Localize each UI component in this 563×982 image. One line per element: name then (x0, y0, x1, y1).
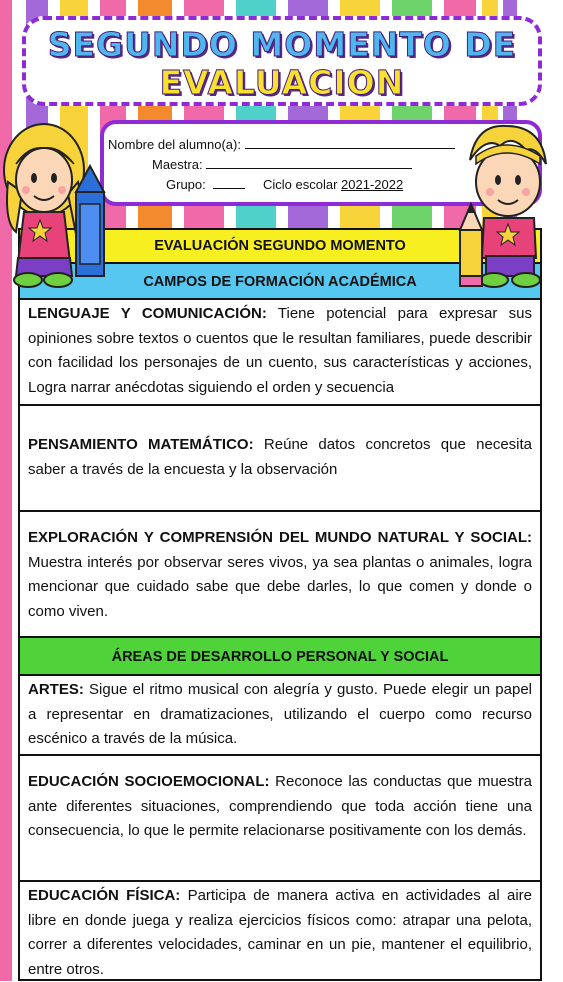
group-row (166, 176, 403, 192)
item-text: Sigue el ritmo musical con alegría y gusto. Puede elegir un papel a representar en dramatizaciones, utilizando el cuerpo como recurso escénico a través de la música. (28, 681, 533, 747)
boy-with-pencil-illustration (456, 120, 554, 290)
section2-header: ÁREAS DE DESARROLLO PERSONAL Y SOCIAL (20, 636, 540, 674)
item-title: ARTES: (28, 681, 84, 698)
item-title: EDUCACIÓN FÍSICA: (28, 887, 181, 904)
title-banner (22, 16, 542, 106)
item-title: EDUCACIÓN SOCIOEMOCIONAL: (28, 773, 270, 790)
item-text: Reúne datos concretos que necesita saber a través de la encuesta y la observación (28, 436, 532, 478)
group-field[interactable] (213, 176, 245, 189)
section1-header: CAMPOS DE FORMACIÓN ACADÉMICA (20, 262, 540, 298)
teacher-field[interactable] (206, 156, 412, 169)
item-text: Tiene potencial para expresar sus opiniones sobre textos o cuentos que le resultan familiares, puede describir con facilidad los personajes de un cuento, sus características y acciones, Logra narrar anécdotas siguiendo el orden y secuencia (28, 305, 533, 396)
exploracion-mundo-cell (20, 510, 540, 636)
item-title: LENGUAJE Y COMUNICACIÓN: (28, 305, 267, 322)
pensamiento-matematico-cell (20, 404, 540, 510)
item-text: Muestra interés por observar seres vivos, ya sea plantas o animales, logra mencionar que cuidado sabe que debe darles, lo que comen y donde o como viven. (28, 553, 532, 620)
teacher-row (152, 156, 412, 172)
artes-cell (20, 674, 540, 754)
group-label: Grupo: (166, 177, 206, 192)
evaluation-table (18, 228, 542, 981)
main-header: EVALUACIÓN SEGUNDO MOMENTO (20, 230, 540, 262)
educacion-fisica-cell (20, 880, 540, 981)
educacion-socioemocional-cell (20, 754, 540, 880)
title-line-1: SEGUNDO MOMENTO DE (47, 25, 517, 64)
school-year-value: 2021-2022 (341, 177, 404, 192)
student-name-label: Nombre del alumno(a): (108, 137, 241, 152)
school-year-label: Ciclo escolar (263, 177, 338, 192)
lenguaje-comunicacion-cell (20, 298, 540, 404)
girl-with-crayon-illustration (0, 112, 110, 288)
item-title: PENSAMIENTO MATEMÁTICO: (28, 436, 254, 453)
item-text: Participa de manera activa en actividades al aire libre en donde juega y realiza ejercicios físicos como: atrapar una pelota, correr a diferentes velocidades, caminar en un pie, mantener el equilibrio, entre otros. (28, 887, 532, 978)
item-title: EXPLORACIÓN Y COMPRENSIÓN DEL MUNDO NATURAL Y SOCIAL: (28, 529, 532, 546)
student-name-row (108, 136, 455, 152)
item-text: Reconoce las conductas que muestra ante diferentes situaciones, comprendiendo que toda acción tiene una consecuencia, lo que le permite relacionarse positivamente con los demás. (28, 773, 533, 839)
teacher-label: Maestra: (152, 157, 203, 172)
title-line-2: EVALUACION (159, 63, 405, 102)
student-name-field[interactable] (245, 136, 455, 149)
